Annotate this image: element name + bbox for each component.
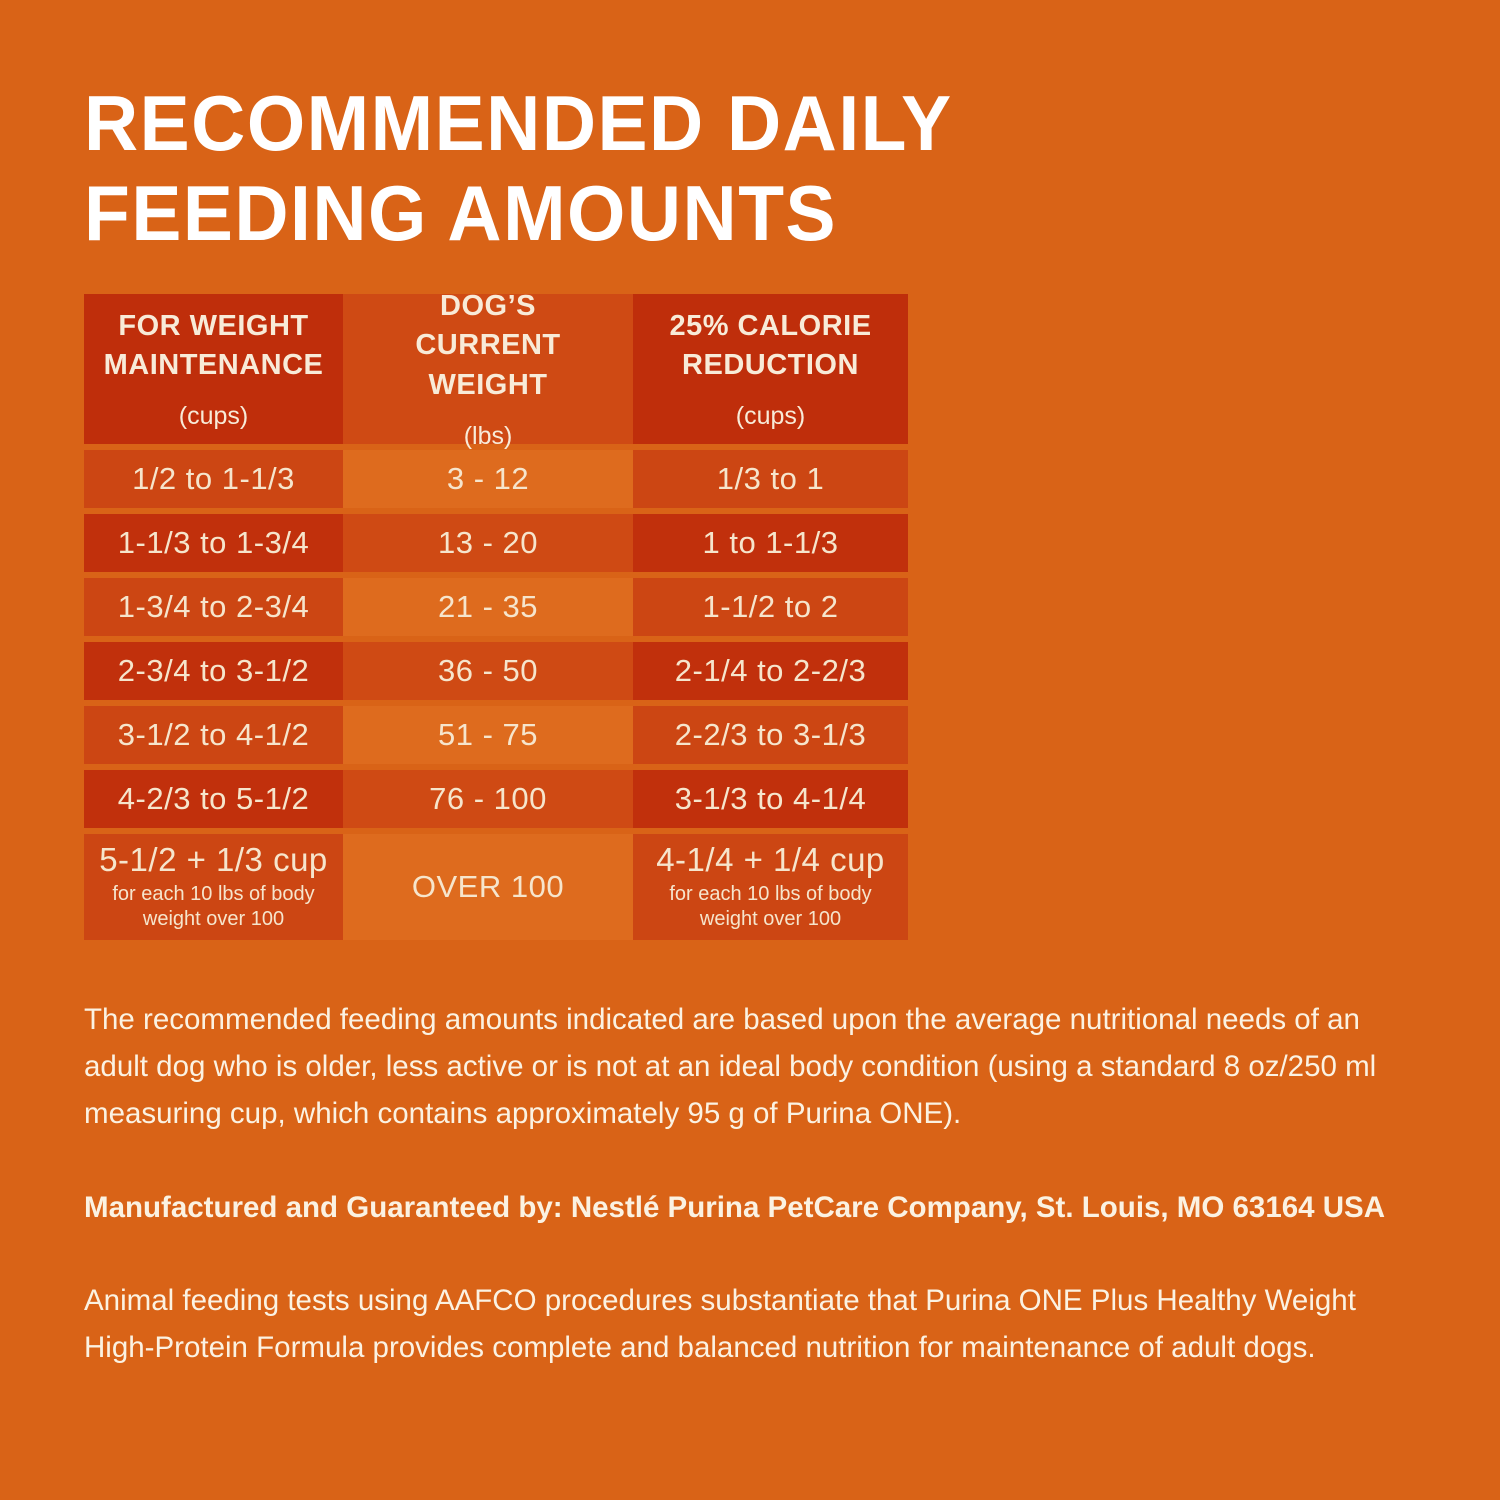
table-cell: 21 - 35: [343, 578, 633, 636]
header-label: FOR WEIGHT MAINTENANCE: [103, 309, 324, 381]
table-cell-over-100-maintenance: [84, 834, 343, 940]
table-header-row: [84, 290, 908, 450]
aafco-statement: Animal feeding tests using AAFCO procedures substantiate that Purina ONE Plus Healthy Weight High-Protein Formula provides complete and balanced nutrition for maintenance of adult dogs.: [84, 1283, 1356, 1364]
table-cell: 1-3/4 to 2-3/4: [84, 578, 343, 636]
header-cell-current-weight: [343, 290, 633, 450]
table-row: [84, 642, 908, 700]
feeding-table: [84, 290, 908, 940]
footnotes: [84, 996, 1424, 1371]
cell-sub-text: for each 10 lbs of body weight over 100: [669, 883, 872, 931]
table-row: [84, 706, 908, 764]
table-cell: 3-1/2 to 4-1/2: [84, 706, 343, 764]
manufacturer-line: Manufactured and Guaranteed by: Nestlé Purina PetCare Company, St. Louis, MO 63164 USA: [84, 1190, 1386, 1224]
table-cell: 2-1/4 to 2-2/3: [633, 642, 908, 700]
table-cell: 1/3 to 1: [633, 450, 908, 508]
header-unit: (cups): [735, 402, 806, 431]
table-row: [84, 450, 908, 508]
table-cell: 51 - 75: [343, 706, 633, 764]
table-cell: 3 - 12: [343, 450, 633, 508]
table-cell: 3-1/3 to 4-1/4: [633, 770, 908, 828]
cell-main-text: 4-1/4 + 1/4 cup: [656, 840, 885, 878]
table-cell: 36 - 50: [343, 642, 633, 700]
table-cell: 1/2 to 1-1/3: [84, 450, 343, 508]
table-cell: 1 to 1-1/3: [633, 514, 908, 572]
table-row-over-100: [84, 834, 908, 940]
table-cell-over-100-reduction: [633, 834, 908, 940]
header-cell-weight-maintenance: [84, 294, 343, 444]
table-cell: 13 - 20: [343, 514, 633, 572]
cell-sub-text: for each 10 lbs of body weight over 100: [112, 883, 315, 931]
table-row: [84, 770, 908, 828]
table-cell: 1-1/2 to 2: [633, 578, 908, 636]
cell-main-text: 5-1/2 + 1/3 cup: [99, 840, 328, 878]
feeding-note: The recommended feeding amounts indicated are based upon the average nutritional needs of an adult dog who is older, less active or is not at an ideal body condition (using a standard 8 oz/250 ml measuring cup, which contains approximately 95 g of Purina ONE).: [84, 1003, 1377, 1131]
header-label: 25% CALORIE REDUCTION: [669, 309, 872, 381]
header-label: DOG’S CURRENT WEIGHT: [415, 290, 561, 401]
header-unit: (cups): [178, 402, 249, 431]
table-cell: 1-1/3 to 1-3/4: [84, 514, 343, 572]
table-row: [84, 514, 908, 572]
header-cell-calorie-reduction: [633, 294, 908, 444]
table-cell: 2-2/3 to 3-1/3: [633, 706, 908, 764]
table-cell: 2-3/4 to 3-1/2: [84, 642, 343, 700]
table-cell-over-100-weight: OVER 100: [343, 834, 633, 940]
header-unit: (lbs): [463, 421, 513, 450]
page-title: RECOMMENDED DAILY FEEDING AMOUNTS: [84, 79, 952, 257]
table-row: [84, 578, 908, 636]
table-cell: 76 - 100: [343, 770, 633, 828]
table-cell: 4-2/3 to 5-1/2: [84, 770, 343, 828]
